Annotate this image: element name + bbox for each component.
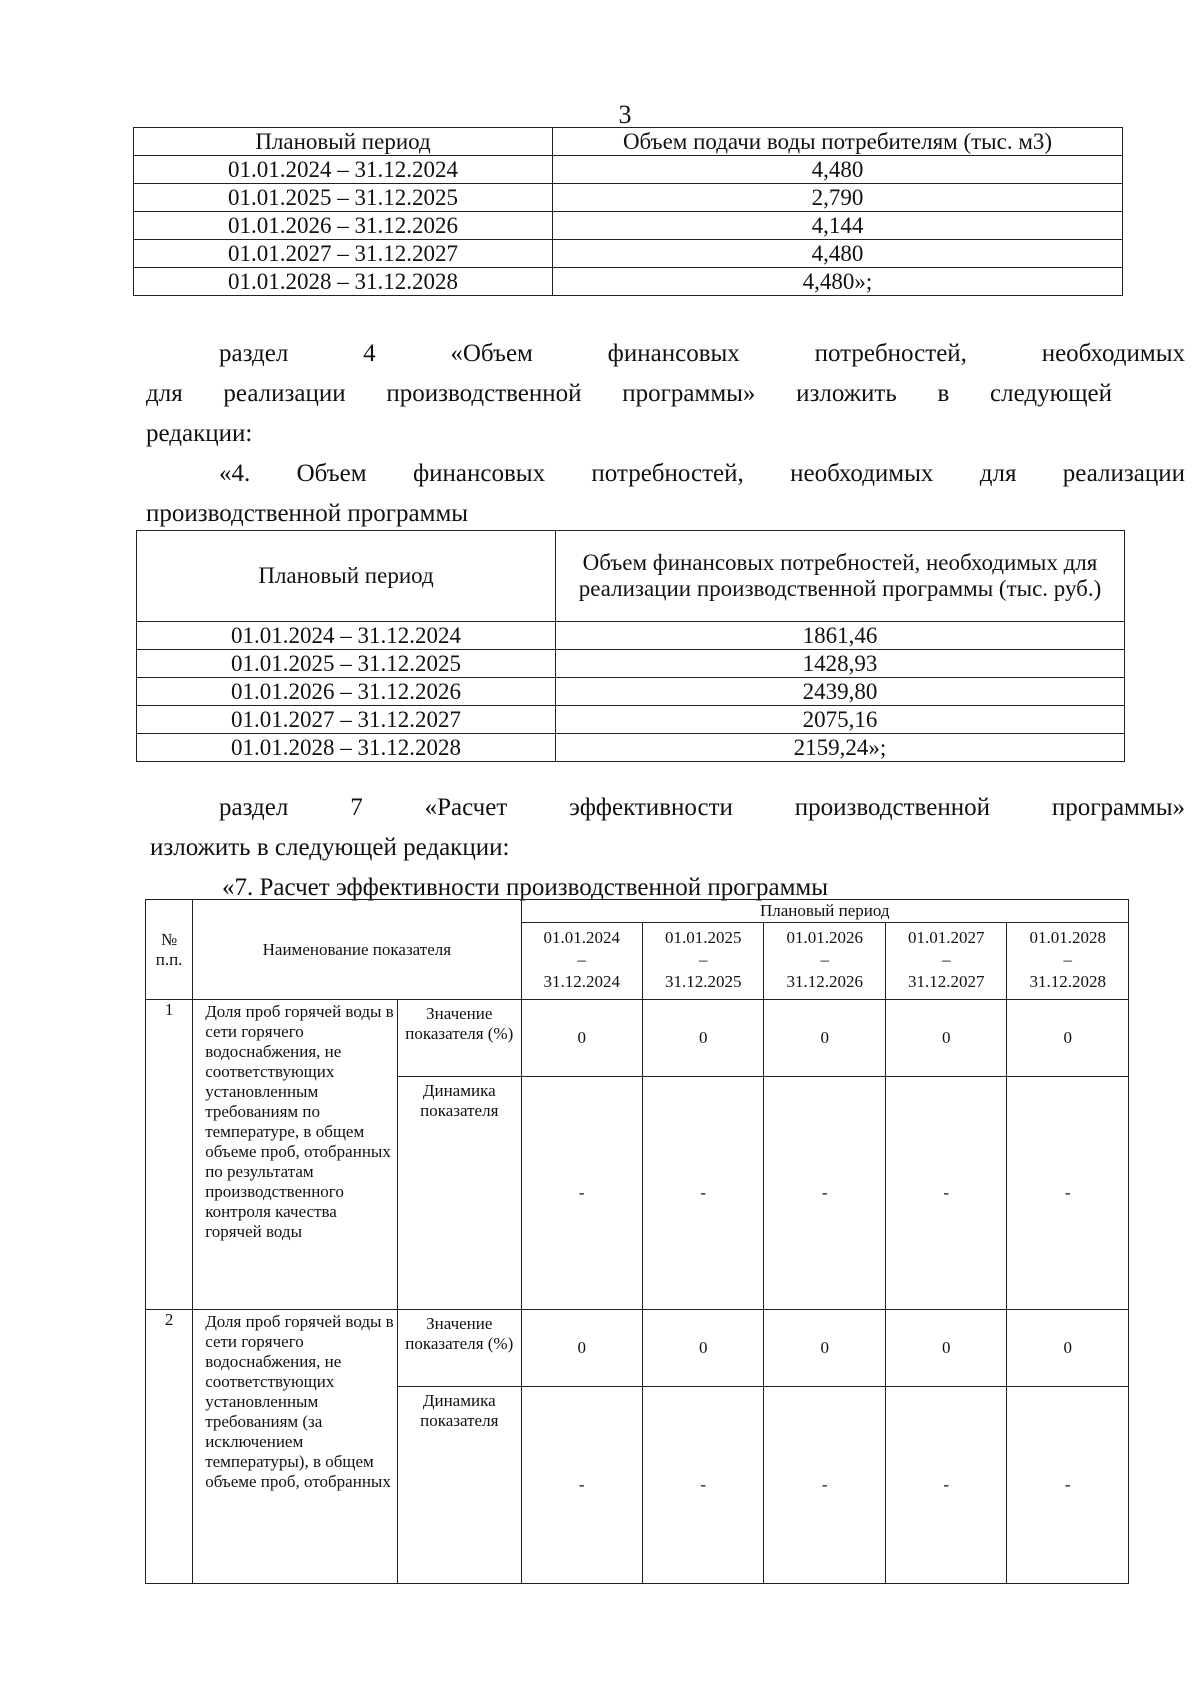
paragraph-section4-line3: редакции: [146, 420, 253, 447]
value-cell: 0 [885, 1310, 1006, 1387]
year-header: 01.01.2027 – 31.12.2027 [885, 923, 1006, 1000]
value-cell: 0 [1007, 1000, 1129, 1077]
value-cell: 0 [885, 1000, 1006, 1077]
value-cell: - [885, 1077, 1006, 1310]
header-name: Наименование показателя [193, 900, 521, 1000]
value-cell: 2075,16 [556, 706, 1125, 734]
paragraph-section7-line1: раздел 7 «Расчет эффективности производственной программы» [219, 794, 1185, 821]
value-cell: 0 [1007, 1310, 1129, 1387]
value-cell: 0 [764, 1000, 885, 1077]
value-cell: - [643, 1077, 764, 1310]
paragraph-section4-line2: для реализации производственной программы» изложить в следующей [146, 380, 1112, 407]
heading-section4-line2: производственной программы [146, 500, 469, 527]
table-row [137, 706, 1125, 734]
heading-section7: «7. Расчет эффективности производственной программы [222, 874, 829, 901]
paragraph-section7-line2: изложить в следующей редакции: [150, 834, 510, 861]
value-cell: 4,480 [553, 156, 1123, 184]
header-cell: Плановый период [134, 128, 553, 156]
value-cell: - [764, 1387, 885, 1584]
paragraph-section4-line1: раздел 4 «Объем финансовых потребностей, необходимых [219, 340, 1185, 367]
value-cell: - [1007, 1387, 1129, 1584]
efficiency-table [145, 899, 1129, 1584]
value-cell: 2159,24»; [556, 734, 1125, 762]
value-cell: 0 [521, 1000, 642, 1077]
year-header: 01.01.2026 – 31.12.2026 [764, 923, 885, 1000]
year-header: 01.01.2024 – 31.12.2024 [521, 923, 642, 1000]
table-row [134, 184, 1123, 212]
header-num: № п.п. [146, 900, 193, 1000]
header-cell: Плановый период [137, 531, 556, 622]
header-cell: Объем подачи воды потребителям (тыс. м3) [553, 128, 1123, 156]
year-header: 01.01.2025 – 31.12.2025 [643, 923, 764, 1000]
value-cell: 1861,46 [556, 622, 1125, 650]
value-cell: - [643, 1387, 764, 1584]
indicator-subtype: Значение показателя (%) [398, 1310, 522, 1387]
indicator-subtype: Динамика показателя [398, 1387, 522, 1584]
period-cell: 01.01.2025 – 31.12.2025 [137, 650, 556, 678]
row-number: 2 [146, 1310, 193, 1584]
value-cell: 2439,80 [556, 678, 1125, 706]
indicator-name: Доля проб горячей воды в сети горячего водоснабжения, не соответствующих установленным требованиям (за исключением температуры), в общем объеме проб, отобранных [193, 1310, 398, 1584]
value-cell: 0 [643, 1000, 764, 1077]
indicator-name: Доля проб горячей воды в сети горячего водоснабжения, не соответствующих установленным требованиям по температуре, в общем объеме проб, отобранных по результатам производственного контроля качества горячей воды [193, 1000, 398, 1310]
period-cell: 01.01.2027 – 31.12.2027 [137, 706, 556, 734]
table-row [134, 212, 1123, 240]
year-header: 01.01.2028 – 31.12.2028 [1007, 923, 1129, 1000]
value-cell: 1428,93 [556, 650, 1125, 678]
period-cell: 01.01.2024 – 31.12.2024 [134, 156, 553, 184]
table-row [146, 1310, 1129, 1387]
table-row [137, 678, 1125, 706]
value-cell: - [521, 1077, 642, 1310]
value-cell: 4,144 [553, 212, 1123, 240]
value-cell: - [1007, 1077, 1129, 1310]
period-cell: 01.01.2028 – 31.12.2028 [137, 734, 556, 762]
heading-section4-line1: «4. Объем финансовых потребностей, необходимых для реализации [219, 460, 1185, 487]
value-cell: 0 [643, 1310, 764, 1387]
value-cell: 4,480»; [553, 268, 1123, 296]
value-cell: 0 [521, 1310, 642, 1387]
period-cell: 01.01.2028 – 31.12.2028 [134, 268, 553, 296]
table-header-row [134, 128, 1123, 156]
period-cell: 01.01.2024 – 31.12.2024 [137, 622, 556, 650]
period-cell: 01.01.2026 – 31.12.2026 [137, 678, 556, 706]
table-row [137, 650, 1125, 678]
period-cell: 01.01.2027 – 31.12.2027 [134, 240, 553, 268]
value-cell: - [521, 1387, 642, 1584]
value-cell: - [885, 1387, 1006, 1584]
period-cell: 01.01.2025 – 31.12.2025 [134, 184, 553, 212]
header-cell: Объем финансовых потребностей, необходимых для реализации производственной программы (тыс. руб.) [556, 531, 1125, 622]
table-header-row [146, 900, 1129, 923]
period-cell: 01.01.2026 – 31.12.2026 [134, 212, 553, 240]
value-cell: 0 [764, 1310, 885, 1387]
header-period: Плановый период [521, 900, 1128, 923]
indicator-subtype: Динамика показателя [398, 1077, 522, 1310]
financial-needs-table [136, 530, 1125, 762]
water-supply-table [133, 127, 1123, 296]
value-cell: - [764, 1077, 885, 1310]
value-cell: 4,480 [553, 240, 1123, 268]
table-row [134, 268, 1123, 296]
table-row [146, 1000, 1129, 1077]
value-cell: 2,790 [553, 184, 1123, 212]
table-row [134, 240, 1123, 268]
row-number: 1 [146, 1000, 193, 1310]
indicator-subtype: Значение показателя (%) [398, 1000, 522, 1077]
table-row [137, 622, 1125, 650]
table-header-row [137, 531, 1125, 622]
page-number: 3 [618, 100, 632, 129]
table-row [137, 734, 1125, 762]
table-row [134, 156, 1123, 184]
